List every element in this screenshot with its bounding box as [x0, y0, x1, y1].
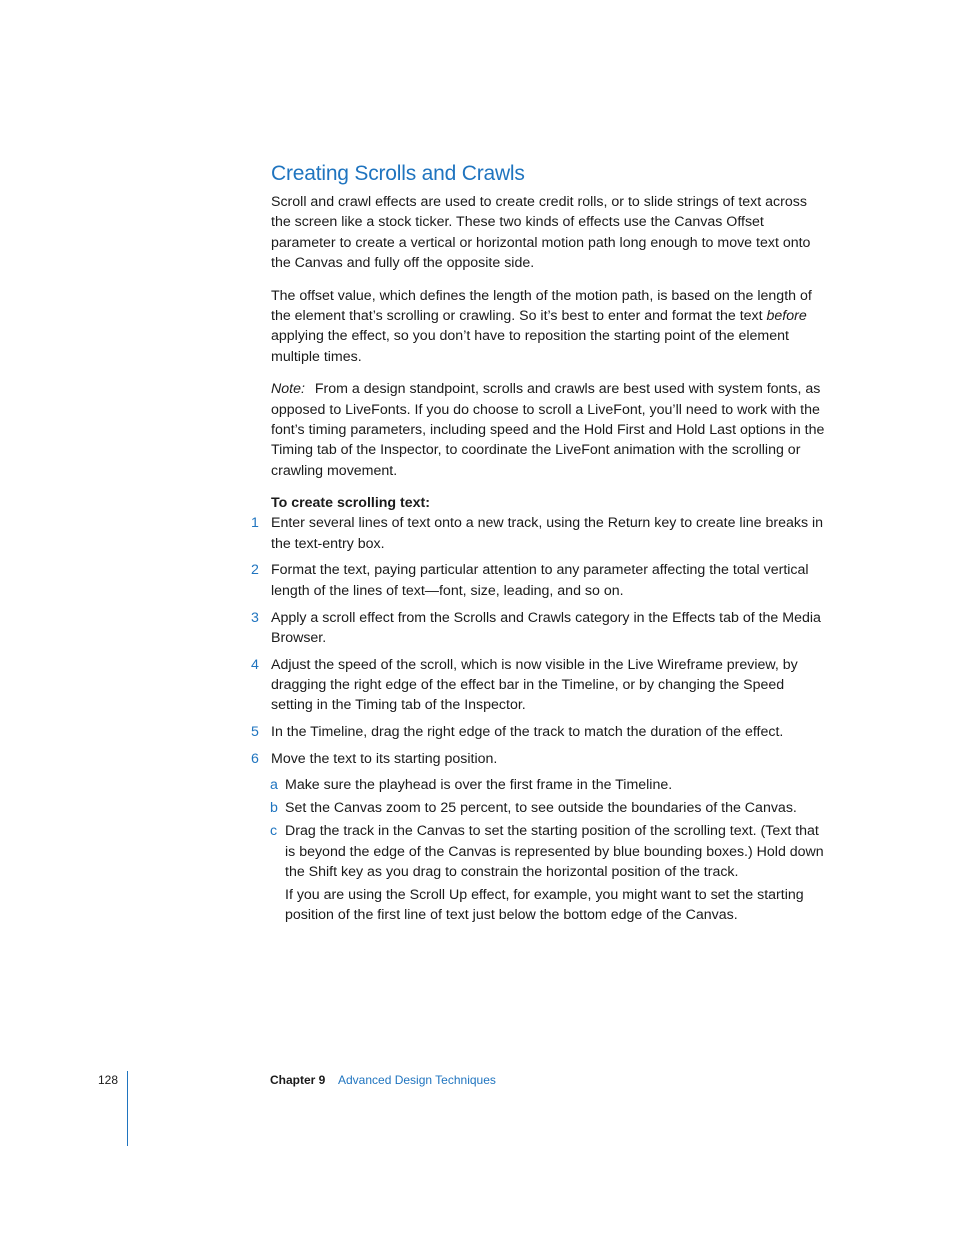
- substep-item: [270, 798, 827, 818]
- substep-text: Drag the track in the Canvas to set the starting position of the scrolling text. (Text that is beyond the edge of the Canvas is represented by blue bounding boxes.) Hold down the Shift key as you drag to constrain the horizontal position of the track.: [285, 823, 824, 880]
- step-item: [251, 560, 827, 601]
- substep-letter: a: [270, 777, 278, 794]
- step-number: 6: [251, 750, 259, 767]
- offset-paragraph: [271, 286, 827, 367]
- step-text: Apply a scroll effect from the Scrolls and Crawls category in the Effects tab of the Media Browser.: [271, 609, 821, 646]
- step-text: Move the text to its starting position.: [271, 750, 498, 767]
- step-number: 3: [251, 609, 259, 626]
- page-number: 128: [98, 1073, 119, 1087]
- offset-text-after: applying the effect, so you don’t have to reposition the starting point of the element multiple times.: [271, 328, 789, 365]
- footer-divider: [127, 1071, 128, 1146]
- substep-letter: c: [270, 823, 278, 840]
- offset-text-emphasis: before: [766, 307, 807, 324]
- footer-chapter-label: Chapter 9: [270, 1073, 326, 1087]
- substep-item: [270, 775, 827, 795]
- substep-list: [270, 775, 827, 925]
- footer-chapter-title: Advanced Design Techniques: [338, 1073, 496, 1087]
- steps-heading: To create scrolling text:: [271, 495, 430, 512]
- note-label: Note:: [271, 381, 305, 398]
- offset-text-before: The offset value, which defines the length of the motion path, is based on the length of the element that’s scrolling or crawling. So it’s best to enter and format the text: [271, 287, 812, 324]
- substep-text: Make sure the playhead is over the first frame in the Timeline.: [285, 777, 673, 794]
- step-text: In the Timeline, drag the right edge of the track to match the duration of the effect.: [271, 724, 784, 741]
- intro-paragraph: Scroll and crawl effects are used to create credit rolls, or to slide strings of text across the screen like a stock ticker. These two kinds of effects use the Canvas Offset parameter to create a vertical or horizontal motion path long enough to move text onto the Canvas and fully off the opposite side.: [271, 194, 811, 271]
- substep-continuation-text: If you are using the Scroll Up effect, for example, you might want to set the starting position of the first line of text just below the bottom edge of the Canvas.: [285, 887, 804, 924]
- note-text: From a design standpoint, scrolls and crawls are best used with system fonts, as opposed to LiveFonts. If you do choose to scroll a LiveFont, you’ll need to work with the font’s timing parameters, including speed and the Hold First and Hold Last options in the Timing tab of the Inspector, to coordinate the LiveFont animation with the scrolling or crawling movement.: [271, 381, 825, 479]
- step-item: [251, 722, 827, 742]
- substep-item: [270, 821, 827, 882]
- page-title: Creating Scrolls and Crawls: [271, 162, 525, 185]
- step-number: 2: [251, 562, 259, 579]
- page-content: [251, 160, 827, 932]
- step-text: Enter several lines of text onto a new track, using the Return key to create line breaks in the text-entry box.: [271, 515, 824, 552]
- substep-text: Set the Canvas zoom to 25 percent, to see outside the boundaries of the Canvas.: [285, 800, 797, 817]
- step-item: [251, 655, 827, 716]
- step-item: [251, 608, 827, 649]
- step-item: [251, 749, 827, 926]
- step-number: 4: [251, 656, 259, 673]
- step-text: Format the text, paying particular attention to any parameter affecting the total vertical length of the lines of text—font, size, leading, and so on.: [271, 562, 809, 599]
- note-paragraph: [271, 379, 827, 480]
- substep-continuation: [285, 885, 827, 926]
- step-item: [251, 513, 827, 554]
- step-text: Adjust the speed of the scroll, which is now visible in the Live Wireframe preview, by dragging the right edge of the effect bar in the Timeline, or by changing the Speed setting in the Timing tab of the Inspector.: [271, 656, 798, 714]
- step-number: 5: [251, 724, 259, 741]
- step-number: 1: [251, 515, 259, 532]
- substep-letter: b: [270, 800, 278, 817]
